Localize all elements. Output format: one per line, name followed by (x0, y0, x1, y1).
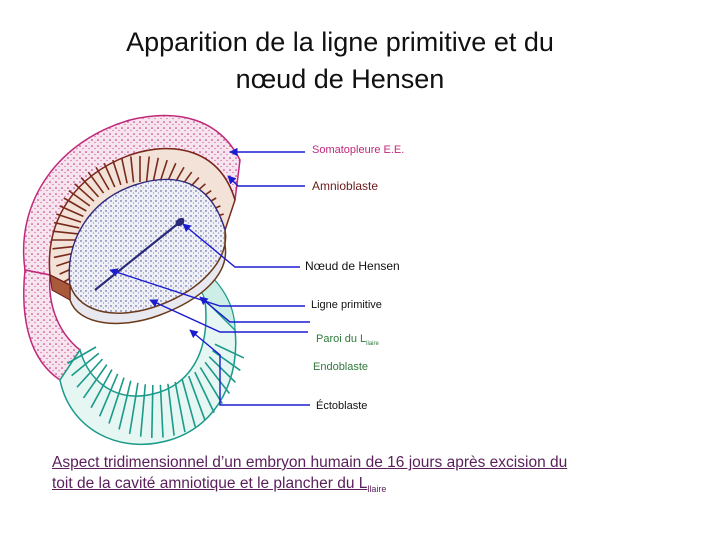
endoderm-stripe (152, 385, 153, 438)
title-line-2: nœud de Hensen (235, 64, 445, 94)
label-somatopleure: Somatopleure E.E. (312, 144, 405, 156)
caption-line-2: toit de la cavité amniotique et le plancher du $L_{llaire}$ (52, 475, 387, 495)
label-ectoblaste: Éctoblaste (316, 400, 368, 412)
pointer-amnioblaste (228, 176, 305, 186)
label-paroi-lvitellaire: Paroi du $L_{llaire}$ (316, 333, 379, 348)
label-noeud-hensen: Nœud de Hensen (305, 259, 400, 273)
caption-line-1: Aspect tridimensionnel d’un embryon humain de 16 jours après excision du (52, 454, 568, 471)
label-amnioblaste: Amnioblaste (312, 179, 379, 193)
endoderm-region (60, 300, 236, 444)
figure-caption (52, 452, 702, 500)
label-endoblaste: Endoblaste (313, 361, 369, 373)
label-ligne-primitive: Ligne primitive (311, 299, 382, 311)
title-line-1: Apparition de la ligne primitive et du (126, 27, 554, 57)
